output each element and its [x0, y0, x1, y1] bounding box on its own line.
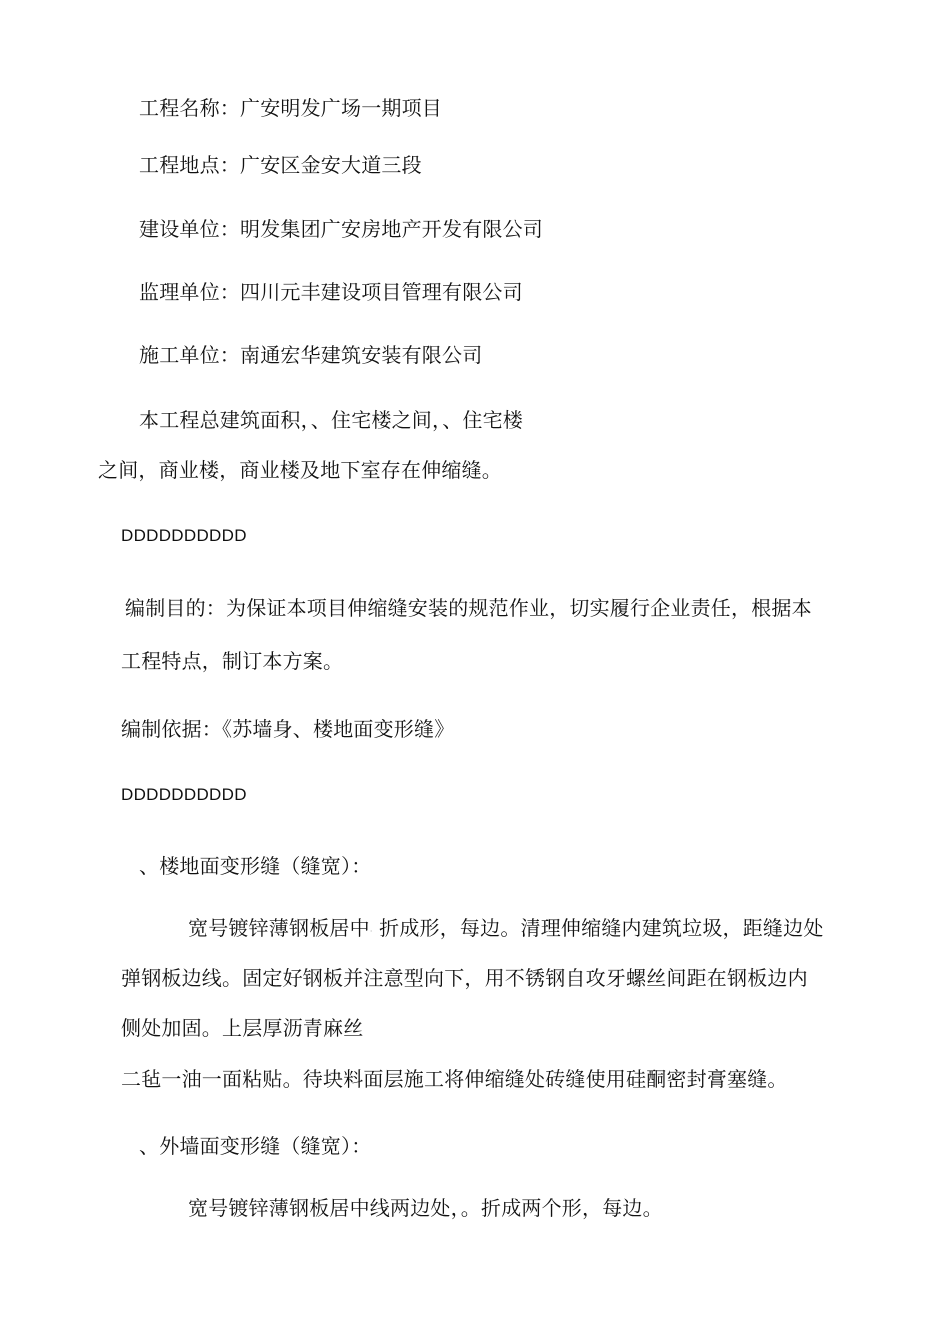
floor-joint-line-3: 侧处加固。上层厚沥青麻丝 — [121, 1016, 364, 1040]
overview-line-2: 之间，商业楼，商业楼及地下室存在伸缩缝。 — [98, 458, 502, 482]
floor-joint-line-1-part-a: 宽号镀锌薄钢板居中 — [188, 916, 370, 940]
floor-joint-line-2: 弹钢板边线。固定好钢板并注意型向下，用不锈钢自攻牙螺丝间距在钢板边内 — [121, 966, 808, 990]
placeholder-text-1: DDDDDDDDDD — [121, 526, 247, 545]
overview-line-1: 本工程总建筑面积，、住宅楼之间，、住宅楼 — [139, 408, 523, 432]
floor-joint-line-1-dot: . — [369, 924, 373, 934]
supervisor-line: 监理单位：四川元丰建设项目管理有限公司 — [139, 280, 523, 304]
floor-joint-line-4: 二毡一油一面粘贴。待块料面层施工将伸缩缝处砖缝使用硅酮密封膏塞缝。 — [121, 1067, 788, 1091]
floor-joint-line-1 — [188, 914, 824, 944]
floor-joint-heading: 、楼地面变形缝（缝宽）： — [139, 854, 372, 878]
basis-line: 编制依据：《苏墙身、楼地面变形缝》 — [121, 717, 455, 741]
project-name-line: 工程名称：广安明发广场一期项目 — [139, 96, 442, 120]
purpose-line-1: 编制目的：为保证本项目伸缩缝安装的规范作业，切实履行企业责任，根据本 — [125, 596, 812, 620]
project-location-line: 工程地点：广安区金安大道三段 — [139, 153, 422, 177]
wall-joint-heading: 、外墙面变形缝（缝宽）： — [139, 1134, 372, 1158]
builder-line: 建设单位：明发集团广安房地产开发有限公司 — [139, 217, 543, 241]
placeholder-text-2: DDDDDDDDDD — [121, 785, 247, 804]
floor-joint-line-1-part-b: 折成形，每边。清理伸缩缝内建筑垃圾，距缝边处 — [379, 916, 824, 940]
contractor-line: 施工单位：南通宏华建筑安装有限公司 — [139, 343, 483, 367]
wall-joint-line-1: 宽号镀锌薄钢板居中线两边处，。折成两个形，每边。 — [188, 1196, 663, 1220]
purpose-line-2: 工程特点，制订本方案。 — [121, 649, 344, 673]
